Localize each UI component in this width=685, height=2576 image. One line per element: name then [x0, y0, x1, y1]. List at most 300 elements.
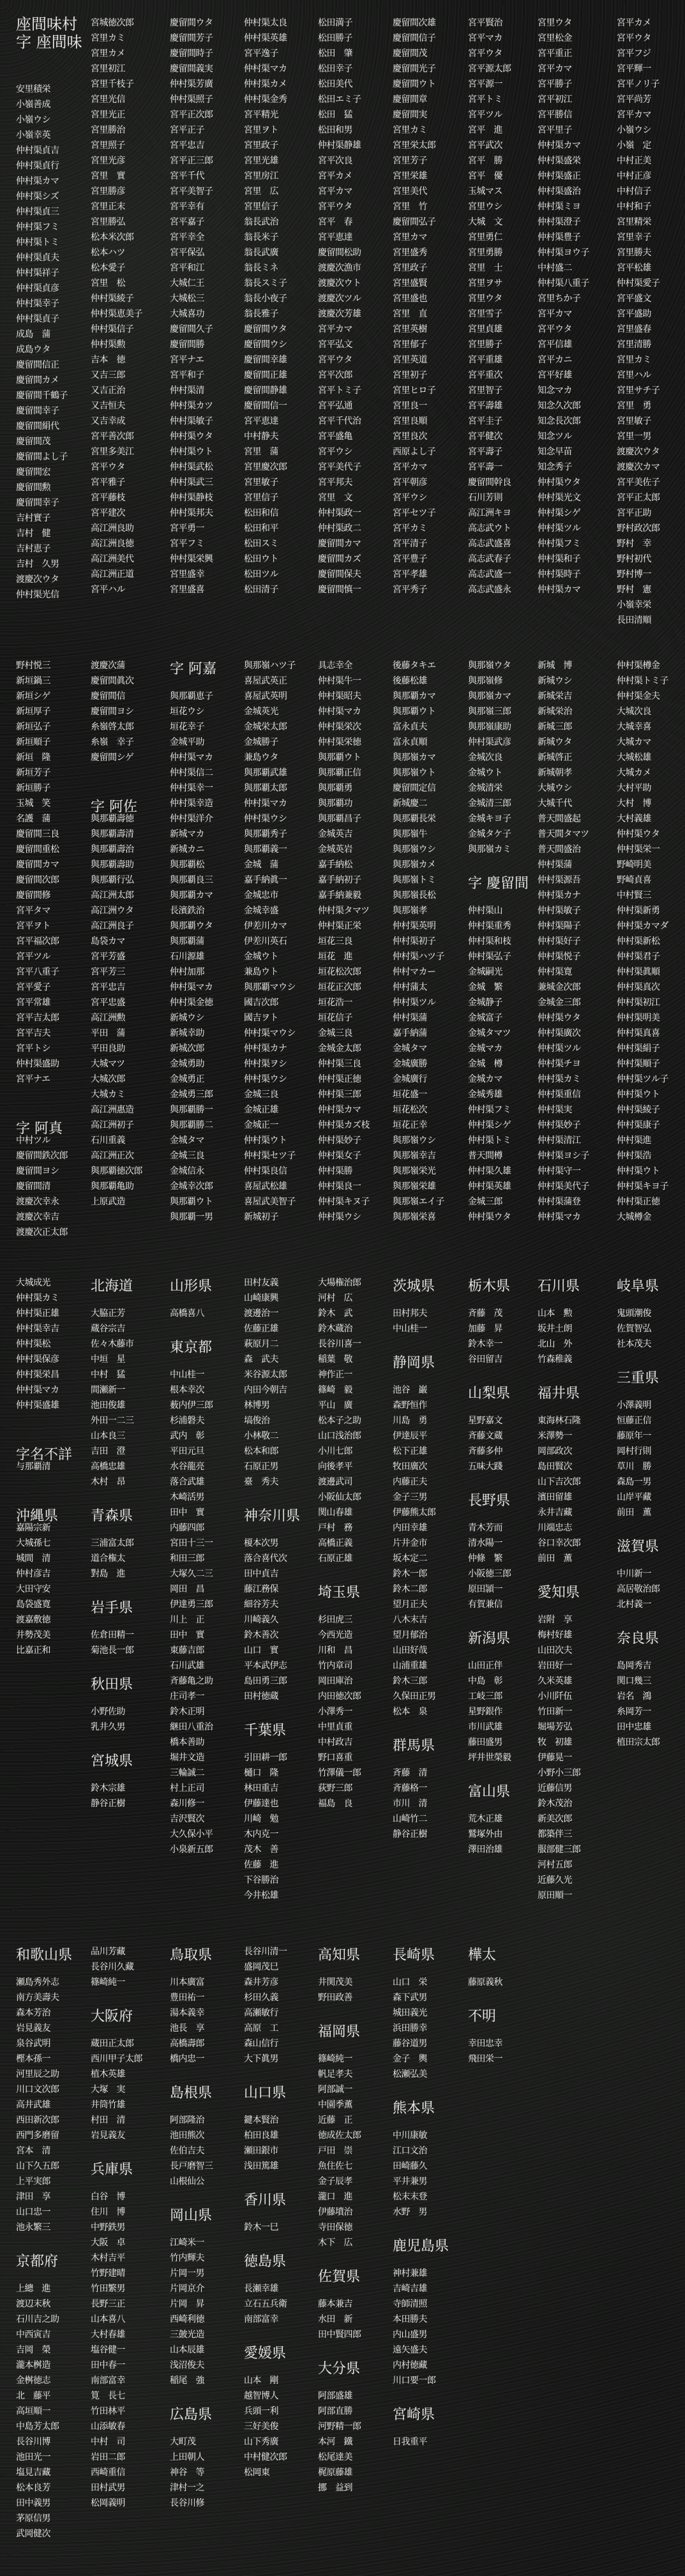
blank-row [170, 2067, 245, 2082]
inscribed-name: 斉藤 清 [393, 1768, 427, 1778]
blank-row [393, 2220, 468, 2235]
region-heading: 熊本県 [393, 2100, 435, 2116]
region-heading: 高知県 [318, 1947, 361, 1963]
inscribed-name: 平田元旦 [170, 1446, 204, 1456]
region-heading: 樺太 [468, 1947, 497, 1963]
inscribed-name: 川和 昌 [318, 1645, 352, 1656]
inscribed-name: 宮里良一 [393, 401, 427, 411]
inscribed-name: 山口浅治郎 [318, 1431, 361, 1441]
inscribed-name: 鈴木 武 [318, 1308, 352, 1319]
inscribed-name: 野口喜重 [318, 1753, 352, 1763]
region-heading: 香川県 [244, 2192, 287, 2208]
inscribed-name: 宮里雪子 [468, 309, 502, 319]
inscribed-name: 宮平幸全 [170, 232, 204, 243]
inscribed-name: 仲村渠セツ子 [244, 1151, 296, 1161]
inscribed-name: 宮里敏子 [244, 477, 278, 488]
inscribed-name: 仲村渠ツル [538, 1044, 581, 1054]
inscribed-name: 宮平芳盛 [91, 952, 125, 962]
inscribed-name: 戸村 務 [318, 1523, 352, 1533]
inscribed-name: 盛岡茂巳 [244, 1962, 278, 1972]
inscribed-name: 加藤 昇 [468, 1324, 502, 1334]
inscribed-name: 野崎明美 [617, 860, 651, 870]
inscribed-name: 高江洲勲 [91, 1013, 125, 1023]
inscribed-name: 川端忠志 [538, 1523, 572, 1533]
inscribed-name: 池田俊雄 [91, 1400, 125, 1411]
inscribed-name: 渡慶次蒲 [91, 661, 125, 671]
inscribed-name: 佐伯吉夫 [170, 2146, 204, 2156]
inscribed-name: 小嶺幸英 [16, 130, 50, 140]
region-heading: 神奈川県 [244, 1508, 301, 1524]
inscribed-name: 宮平カメ [318, 171, 352, 181]
inscribed-name: 垣花信子 [318, 1013, 352, 1023]
blank-row [16, 1474, 91, 1490]
inscribed-name: 森川修一 [170, 1799, 204, 1809]
inscribed-name: 新垣勝子 [16, 783, 50, 793]
inscribed-name: 仲村加那 [170, 967, 204, 977]
inscribed-name: 仲村渠英明 [393, 921, 436, 931]
inscribed-name: 宮平 優 [468, 171, 502, 181]
inscribed-name: 慶留間カマ [318, 539, 361, 549]
inscribed-name: 金城三良 [318, 1028, 352, 1038]
inscribed-name: 高志武盛永 [468, 585, 511, 595]
inscribed-name: 與那覇勝一 [170, 1105, 213, 1115]
inscribed-name: 仲村渠美代子 [538, 1181, 589, 1192]
name-column [170, 1944, 245, 2511]
inscribed-name: 仲村渠幸一 [170, 783, 213, 793]
inscribed-name: 小嶺ウシ [16, 115, 50, 125]
inscribed-name: 仲村渠貞子 [16, 314, 59, 324]
inscribed-name: 根本幸次 [170, 1385, 204, 1395]
inscribed-name: 仲村渠勝 [318, 1166, 352, 1176]
inscribed-name: 與那覇カマ [393, 691, 436, 701]
inscribed-name: 石川源雄 [170, 952, 204, 962]
inscribed-name: 金城清三郎 [468, 798, 511, 809]
inscribed-name: 仲村渠敏子 [538, 906, 581, 916]
inscribed-name: 金城タマ [170, 1135, 204, 1146]
inscribed-name: 宮里 直 [393, 309, 427, 319]
inscribed-name: 西原よし子 [393, 447, 436, 457]
name-column [318, 1944, 393, 2496]
region-heading: 石川県 [538, 1278, 580, 1294]
name-column [393, 1275, 468, 1842]
inscribed-name: 仲村渠清 [170, 386, 204, 396]
inscribed-name: 宮平勇一 [170, 523, 204, 534]
inscribed-name: 金城勇三郎 [170, 1090, 213, 1100]
inscribed-name: 知念長次郎 [538, 416, 581, 426]
region-heading: 島根県 [170, 2085, 213, 2101]
inscribed-name: 仲村渠三郎 [318, 1090, 361, 1100]
inscribed-name: 仲村渠源吾 [538, 875, 581, 885]
inscribed-name: 宮里政子 [244, 140, 278, 151]
inscribed-name: 後藤松雄 [393, 676, 427, 686]
inscribed-name: 島田賢次 [538, 1462, 572, 1472]
inscribed-name: 恒藤正信 [617, 1416, 651, 1426]
inscribed-name: 金城 蒲 [244, 860, 278, 870]
inscribed-name: 永井吉藏 [538, 1508, 572, 1518]
inscribed-name: 坂本定二 [393, 1554, 427, 1564]
inscribed-name: 仲村渠良一 [318, 1181, 361, 1192]
inscribed-name: 瀧本桝造 [16, 2360, 50, 2370]
inscribed-name: 金城英吉 [318, 829, 352, 839]
inscribed-name: 慶留間三良 [16, 829, 59, 839]
inscribed-name: 乳井久男 [91, 1722, 125, 1732]
inscribed-name: 武内 彰 [170, 1431, 204, 1441]
inscribed-name: 宮平トミ子 [318, 386, 361, 396]
inscribed-name: 仲村渠太良 [244, 18, 287, 28]
name-column [468, 1944, 543, 2067]
inscribed-name: 渡慶次幸吉 [16, 1212, 59, 1222]
inscribed-name: 稲葉 敬 [318, 1354, 352, 1365]
inscribed-name: 鬼頭潮俊 [617, 1308, 651, 1319]
inscribed-name: 石原正男 [244, 1462, 278, 1472]
inscribed-name: 與那嶺カマ [393, 753, 436, 763]
inscribed-name: 池田光一 [16, 2452, 50, 2462]
inscribed-name: 金城正一 [244, 1120, 278, 1130]
inscribed-name: 宮里芳子 [393, 156, 427, 166]
inscribed-name: 兼城金次郎 [538, 982, 581, 992]
inscribed-name: 稲尾 強 [170, 2376, 204, 2386]
inscribed-name: 仲村渠守一 [538, 1166, 581, 1176]
blank-row [538, 1367, 613, 1382]
inscribed-name: 成島 蒲 [16, 329, 50, 340]
inscribed-name: 宮平次郎 [318, 370, 352, 380]
inscribed-name: 慶留間鉄次郎 [16, 1151, 68, 1161]
inscribed-name: 宮里光雄 [244, 156, 278, 166]
region-heading: 字 阿佐 [91, 799, 137, 815]
inscribed-name: 帆足孝夫 [318, 2069, 352, 2079]
inscribed-name: 宮里 勇 [617, 401, 651, 411]
inscribed-name: 松田ウト [244, 554, 278, 564]
inscribed-name: 都築伴三 [538, 1829, 572, 1839]
inscribed-name: 高江洲太郎 [91, 890, 134, 901]
inscribed-name: 宮平重雄 [468, 355, 502, 365]
inscribed-name: 福島 良 [318, 1799, 352, 1809]
inscribed-name: 石川武雄 [170, 1661, 204, 1671]
inscribed-name: 品川芳藏 [91, 1947, 125, 1957]
inscribed-name: 仲村渠愛子 [617, 278, 660, 288]
inscribed-name: 與那覇徳次郎 [91, 1166, 142, 1176]
inscribed-name: 與那覇マウシ [244, 982, 296, 992]
inscribed-name: 大阪 卓 [91, 2238, 125, 2248]
inscribed-name: 西田新次郎 [16, 2115, 59, 2125]
inscribed-name: 仲村渠三良 [318, 1059, 361, 1069]
inscribed-name: 引田耕一郎 [244, 1753, 287, 1763]
inscribed-name: 慶留間茂 [16, 437, 50, 447]
inscribed-name: 澤田治雄 [468, 1845, 502, 1855]
inscribed-name: 宮平タマ [16, 906, 50, 916]
inscribed-name: 中垣 星 [91, 1354, 125, 1365]
inscribed-name: 田中賢四郎 [318, 2330, 361, 2340]
inscribed-name: 竹森稚義 [538, 1354, 572, 1365]
inscribed-name: 玉城マス [468, 186, 502, 197]
inscribed-name: 岩田好一 [538, 1661, 572, 1671]
inscribed-name: 仲村渠タマツ [318, 906, 370, 916]
inscribed-name: 宮里盛秀 [393, 248, 427, 258]
name-column [170, 15, 245, 597]
inscribed-name: 宮平ノリ子 [617, 79, 659, 89]
inscribed-name: 石川芳則 [468, 493, 502, 503]
inscribed-name: 金子 輿 [393, 2054, 427, 2064]
inscribed-name: 富永貞夫 [393, 722, 427, 732]
inscribed-name: 松本米次郎 [91, 232, 134, 243]
inscribed-name: 大町茂 [170, 2437, 196, 2447]
inscribed-name: 仲村渠貞夫 [16, 253, 59, 263]
inscribed-name: 松田和平 [244, 523, 278, 534]
inscribed-name: 仲村渠清江 [538, 1135, 581, 1146]
inscribed-name: 松岡義明 [91, 2498, 125, 2508]
inscribed-name: 外田一二三 [91, 1416, 134, 1426]
inscribed-name: 武岡健次 [16, 2529, 50, 2539]
inscribed-name: 垣花幸子 [170, 722, 204, 732]
inscribed-name: 仲村渠盛栄 [538, 156, 581, 166]
inscribed-name: 金城正雄 [244, 1105, 278, 1115]
inscribed-name: 小嶺ウシ [617, 125, 651, 135]
inscribed-name: 慶留間ウタ [170, 18, 213, 28]
inscribed-name: 谷田留吉 [468, 1354, 502, 1365]
inscribed-name: 仲村渠芳廣 [170, 79, 213, 89]
inscribed-name: 森本芳治 [16, 2008, 50, 2018]
inscribed-name: 大塚 実 [91, 2085, 125, 2095]
region-heading: 字 阿真 [16, 1121, 63, 1137]
inscribed-name: 藤原年一 [617, 1431, 651, 1441]
inscribed-name: 慶留間シゲ [91, 753, 134, 763]
inscribed-name: 松田 猛 [318, 110, 352, 120]
inscribed-name: 宮里光正 [91, 110, 125, 120]
inscribed-name: 宮里清勝 [617, 340, 651, 350]
inscribed-name: 慶留間よし子 [16, 452, 68, 462]
inscribed-name: 高橋壽郎 [170, 2039, 204, 2049]
inscribed-name: 金城タマツ [468, 1028, 511, 1038]
inscribed-name: 宮里 士 [468, 263, 502, 273]
inscribed-name: 仲村渠チヨ [538, 1059, 581, 1069]
inscribed-name: 仲村渠正徳 [318, 1074, 361, 1084]
inscribed-name: 與那覇功 [318, 798, 352, 809]
inscribed-name: 宮平武次 [468, 140, 502, 151]
inscribed-name: 斉藤格一 [393, 1783, 427, 1793]
inscribed-name: 森 武夫 [244, 1354, 278, 1365]
inscribed-name: 北山 外 [538, 1339, 572, 1349]
inscribed-name: 仲村渠カマダ [617, 921, 668, 931]
inscribed-name: 鈴木三郎 [393, 1676, 427, 1686]
inscribed-name: 仲村渠ウタ [538, 1013, 581, 1023]
inscribed-name: 宮平カマ [393, 462, 427, 472]
inscribed-name: 宮里良次 [393, 431, 427, 442]
inscribed-name: 宮里光彦 [91, 156, 125, 166]
inscribed-name: 垣花松次郎 [318, 967, 361, 977]
inscribed-name: 吉本 徳 [91, 355, 125, 365]
inscribed-name: 宮里松金 [538, 33, 572, 43]
inscribed-name: 市川武雄 [468, 1722, 502, 1732]
inscribed-name: 仲村渠悦子 [538, 952, 581, 962]
inscribed-name: 與那覇壽治 [91, 844, 134, 855]
inscribed-name: 平田 蒲 [91, 1028, 125, 1038]
inscribed-name: 仲村マカー [393, 967, 436, 977]
region-heading: 和歌山県 [16, 1947, 73, 1963]
inscribed-name: 山本良三 [91, 1431, 125, 1441]
inscribed-name: 伊達勇三郎 [170, 1599, 213, 1610]
name-column [393, 15, 468, 597]
inscribed-name: 田中 實 [170, 1508, 204, 1518]
inscribed-name: 森島一男 [617, 1477, 651, 1487]
inscribed-name: 魚住佐七 [318, 2161, 352, 2171]
inscribed-name: 宮里 竹 [393, 202, 427, 212]
inscribed-name: 慶留間ヨシ [16, 1166, 59, 1176]
inscribed-name: 小嶺善成 [16, 100, 50, 110]
name-column [16, 15, 91, 603]
inscribed-name: 仲村渠真次 [617, 982, 660, 992]
inscribed-name: 中川康敏 [393, 2130, 427, 2141]
inscribed-name: 與那覇ウタ [170, 921, 213, 931]
region-heading: 栃木県 [468, 1278, 511, 1294]
inscribed-name: 垣花浩一 [318, 998, 352, 1008]
inscribed-name: 長谷川喜一 [318, 1339, 361, 1349]
inscribed-name: 山岸平藏 [617, 1492, 651, 1502]
inscribed-name: 松田幸子 [318, 64, 352, 74]
inscribed-name: 山本辰雄 [170, 2345, 204, 2355]
name-column [16, 1944, 91, 2542]
blank-row [393, 1719, 468, 1735]
inscribed-name: 内藤正夫 [393, 1477, 427, 1487]
inscribed-name: 高江洲良助 [91, 523, 134, 534]
inscribed-name: 金城次良 [468, 753, 502, 763]
inscribed-name: 工岐三郎 [468, 1691, 502, 1702]
inscribed-name: 金城三良 [244, 1090, 278, 1100]
inscribed-name: 山田正伴 [468, 1661, 502, 1671]
blank-row [16, 1102, 91, 1118]
inscribed-name: 久米英雄 [538, 1676, 572, 1686]
inscribed-name: 仲村渠シゲ [468, 1120, 511, 1130]
inscribed-name: 片井金市 [393, 1538, 427, 1548]
inscribed-name: 與那嶺幸吉 [393, 1151, 436, 1161]
inscribed-name: 又吉幸成 [91, 416, 125, 426]
inscribed-name: 嘉手納眞一 [244, 875, 287, 885]
inscribed-name: 與那覇蒲 [170, 936, 204, 947]
inscribed-name: 小川阡伍 [538, 1691, 572, 1702]
name-column [91, 1275, 166, 1811]
blank-row [244, 2067, 319, 2082]
inscribed-name: 仲村渠妙子 [318, 1135, 361, 1146]
inscribed-name: 松田スミ [244, 539, 278, 549]
inscribed-name: 間瀬新一 [91, 1385, 125, 1395]
inscribed-name: 與那嶺孝 [393, 906, 427, 916]
inscribed-name: 樋口 隆 [244, 1768, 278, 1778]
inscribed-name: 徳成佐太郎 [318, 2130, 361, 2141]
inscribed-name: 藤田盛男 [468, 1737, 502, 1748]
name-column [393, 658, 468, 1225]
inscribed-name: 仲村渠マカ [244, 64, 287, 74]
inscribed-name: 長谷川博 [16, 2437, 50, 2447]
inscribed-name: 伊差川英石 [244, 936, 287, 947]
inscribed-name: 高江洲良徳 [91, 539, 134, 549]
inscribed-name: 渡慶次ツル [318, 294, 361, 304]
inscribed-name: 近藤久光 [538, 1875, 572, 1885]
inscribed-name: 前田 薫 [538, 1554, 572, 1564]
inscribed-name: 仲村渠キヨ子 [617, 1181, 668, 1192]
inscribed-name: 山田次夫 [538, 1645, 572, 1656]
inscribed-name: 今西光造 [318, 1630, 352, 1640]
inscribed-name: 星野嘉文 [468, 1416, 502, 1426]
name-column [244, 658, 319, 1225]
inscribed-name: 中里貞重 [318, 1722, 352, 1732]
inscribed-name: 仲村渠幸吉 [16, 1324, 59, 1334]
inscribed-name: 仲村渠新勇 [617, 906, 660, 916]
inscribed-name: 宮平弘通 [318, 401, 352, 411]
inscribed-name: 鈴木一郎 [393, 1569, 427, 1579]
inscribed-name: 仲村渠トミ子 [617, 676, 668, 686]
inscribed-name: 仲村渠武彦 [468, 737, 511, 747]
inscribed-name: 仲村渠カナ [538, 890, 581, 901]
inscribed-name: 吉村 健 [16, 528, 50, 539]
inscribed-name: 池谷 巌 [393, 1385, 427, 1395]
inscribed-name: 宮平好雄 [538, 370, 572, 380]
inscribed-name: 大城孫七 [16, 1538, 50, 1548]
inscribed-name: 宮平盛文 [617, 294, 651, 304]
inscribed-name: 新垣シゲ [16, 691, 50, 701]
inscribed-name: 仲村渠君子 [617, 952, 660, 962]
inscribed-name: 大城カメ [617, 768, 651, 778]
inscribed-name: 薮内伊三郎 [170, 1400, 213, 1411]
name-column [468, 1275, 543, 1857]
inscribed-name: 岡田 昌 [170, 1584, 204, 1594]
blank-row [244, 2235, 319, 2250]
inscribed-name: 與那覇武雄 [244, 768, 287, 778]
inscribed-name: 金城 樽 [468, 1059, 502, 1069]
inscribed-name: 仲村渠マカ [170, 753, 213, 763]
inscribed-name: 服部健三郎 [538, 1845, 581, 1855]
region-heading: 京都府 [16, 2254, 59, 2270]
inscribed-name: 宮里盛賢 [393, 278, 427, 288]
inscribed-name: 星野銀作 [468, 1707, 502, 1717]
inscribed-name: 大城松三 [170, 294, 204, 304]
inscribed-name: 與那覇良三 [170, 875, 213, 885]
inscribed-name: 慶留間章 [393, 94, 427, 105]
inscribed-name: 仲村渠栄興 [170, 554, 213, 564]
inscribed-name: 宮平フジ [617, 49, 651, 59]
inscribed-name: 田中春一 [91, 2360, 125, 2370]
region-heading: 福井県 [538, 1386, 580, 1402]
inscribed-name: 仲村渠ウタ [170, 431, 213, 442]
inscribed-name: 慶留間清 [16, 1181, 50, 1192]
inscribed-name: 嘉手納兼毅 [318, 890, 361, 901]
inscribed-name: 渡嘉敷徳 [16, 1615, 50, 1625]
inscribed-name: 仲村渠正雄 [16, 1308, 59, 1319]
inscribed-name: 仲村渠ツル [538, 523, 581, 534]
blank-row [393, 2082, 468, 2097]
inscribed-name: 仲村渠トミ [468, 1135, 511, 1146]
inscribed-name: 宮平美佐子 [617, 477, 660, 488]
inscribed-name: 三輪誠二 [170, 1768, 204, 1778]
inscribed-name: 鈴木宗雄 [91, 1783, 125, 1793]
name-column [318, 658, 393, 1225]
inscribed-name: 内山盛男 [393, 2330, 427, 2340]
inscribed-name: 知念ツル [538, 431, 572, 442]
inscribed-name: 大城松雄 [617, 753, 651, 763]
inscribed-name: 大城仁王 [170, 278, 204, 288]
inscribed-name: 小泉新五郎 [170, 1845, 213, 1855]
blank-row [91, 1990, 166, 2005]
inscribed-name: 仲村渠浩 [617, 1151, 651, 1161]
inscribed-name: 斉藤多仲 [468, 1446, 502, 1456]
inscribed-name: 竹田林平 [91, 2406, 125, 2416]
inscribed-name: 仲村渠澄子 [538, 217, 581, 227]
inscribed-name: 仲村渠正徳 [617, 1197, 660, 1207]
inscribed-name: 関口幾三 [617, 1676, 651, 1686]
inscribed-name: 片岡京介 [170, 2284, 204, 2294]
inscribed-name: 松下正雄 [393, 1446, 427, 1456]
inscribed-name: 宮田十三一 [170, 1538, 213, 1548]
inscribed-name: 仲村渠恵美子 [91, 309, 142, 319]
blank-row [91, 765, 166, 781]
